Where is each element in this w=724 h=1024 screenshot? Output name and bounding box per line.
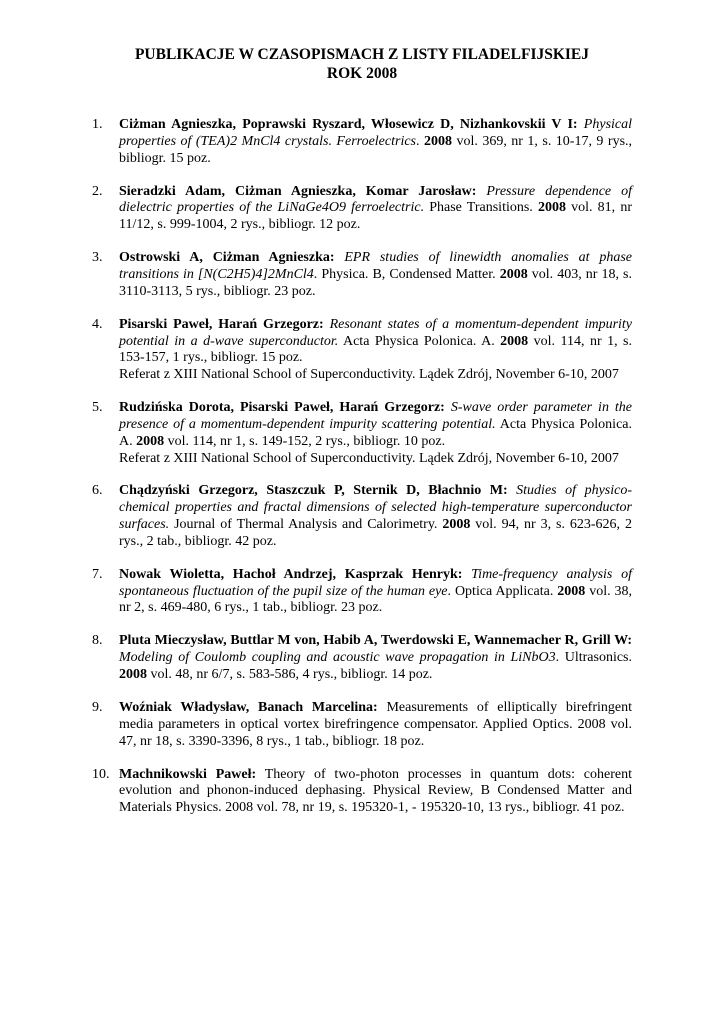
item-title: Studies of physico-chemical properties and fractal dimensions of selected high-temperature superconductor surfaces.	[119, 483, 633, 533]
item-details: vol. 369, nr 1, s. 10-17, 9 rys., bibliogr. 15 poz.	[119, 133, 633, 166]
item-body	[119, 767, 632, 817]
publication-item	[92, 767, 632, 817]
publication-item	[92, 633, 632, 683]
item-body	[119, 250, 632, 300]
item-details: vol. 403, nr 18, s. 3110-3113, 5 rys., bibliogr. 23 poz.	[119, 266, 632, 299]
item-body	[119, 700, 632, 750]
item-note: Referat z XIII National School of Superconductivity. Lądek Zdrój, November 6-10, 2007	[119, 450, 619, 466]
item-year: 2008	[499, 266, 528, 282]
item-journal: . Ultrasonics.	[555, 650, 632, 666]
item-authors: Machnikowski Paweł:	[119, 766, 257, 782]
item-year: 2008	[119, 667, 147, 683]
publication-item	[92, 483, 632, 550]
publication-item	[92, 317, 632, 384]
item-journal: Acta Physica Polonica. A.	[119, 416, 632, 449]
item-year: 2008	[423, 133, 452, 149]
publication-item	[92, 184, 632, 234]
page-title	[0, 45, 724, 83]
item-journal: . Physica. B, Condensed Matter.	[313, 266, 500, 282]
item-title: S-wave order parameter in the presence of a momentum-dependent impurity scattering potential.	[119, 400, 633, 432]
item-title: Resonant states of a momentum-dependent impurity potential in a d-wave superconductor.	[119, 316, 633, 349]
item-body	[119, 400, 632, 467]
item-note: Referat z XIII National School of Superconductivity. Lądek Zdrój, November 6-10, 2007	[119, 367, 619, 383]
item-authors: Rudzińska Dorota, Pisarski Paweł, Harań Grzegorz:	[119, 400, 445, 416]
item-number: 10.	[92, 766, 110, 782]
item-details: vol. 81, nr 11/12, s. 999-1004, 2 rys., bibliogr. 12 poz.	[119, 200, 632, 233]
title-line-1: PUBLIKACJE W CZASOPISMACH Z LISTY FILADELFIJSKIEJ	[134, 46, 590, 63]
item-details: vol. 94, nr 3, s. 623-626, 2 rys., 2 tab., bibliogr. 42 poz.	[119, 517, 632, 549]
item-body	[119, 483, 632, 550]
item-authors: Pisarski Paweł, Harań Grzegorz:	[119, 316, 324, 332]
item-number: 2.	[92, 183, 103, 199]
item-journal: .	[416, 133, 420, 149]
item-year: 2008	[136, 433, 165, 449]
item-title: EPR studies of linewidth anomalies at phase transitions in [N(C2H5)4]2MnCl4	[119, 250, 633, 282]
item-authors: Pluta Mieczysław, Buttlar M von, Habib A, Twerdowski E, Wannemacher R, Grill W:	[119, 633, 632, 649]
item-journal: Journal of Thermal Analysis and Calorimetry.	[169, 517, 443, 533]
item-authors: Chądzyński Grzegorz, Staszczuk P, Sternik D, Błachnio M:	[119, 483, 508, 499]
item-journal: Acta Physica Polonica. A.	[338, 333, 501, 349]
item-body	[119, 633, 632, 683]
item-year: 2008	[500, 333, 529, 349]
item-title: Physical properties of (TEA)2 MnCl4 crystals. Ferroelectrics	[119, 117, 633, 149]
item-number: 8.	[92, 633, 103, 649]
publication-item	[92, 250, 632, 300]
publication-list	[92, 117, 632, 833]
item-journal: Phase Transitions.	[424, 200, 538, 216]
item-authors: Sieradzki Adam, Ciżman Agnieszka, Komar Jarosław:	[119, 183, 477, 199]
item-number: 3.	[92, 250, 103, 266]
item-details: vol. 48, nr 6/7, s. 583-586, 4 rys., bibliogr. 14 poz.	[147, 667, 433, 683]
item-authors: Nowak Wioletta, Hachoł Andrzej, Kasprzak Henryk:	[119, 566, 463, 582]
item-title: Time-frequency analysis of spontaneous fluctuation of the pupil size of the human eye	[119, 566, 633, 599]
item-authors: Woźniak Władysław, Banach Marcelina:	[119, 700, 378, 716]
item-number: 9.	[92, 700, 103, 716]
item-year: 2008	[537, 200, 566, 216]
item-title: Pressure dependence of dielectric properties of the LiNaGe4O9 ferroelectric.	[119, 183, 633, 216]
publication-item	[92, 117, 632, 167]
item-details: vol. 114, nr 1, s. 149-152, 2 rys., bibliogr. 10 poz.	[164, 433, 446, 449]
item-number: 7.	[92, 566, 103, 582]
item-number: 1.	[92, 117, 103, 132]
publication-item	[92, 400, 632, 467]
item-body	[119, 317, 632, 384]
item-body	[119, 567, 632, 617]
item-year: 2008	[442, 517, 471, 533]
item-number: 5.	[92, 400, 103, 416]
item-details: Theory of two-photon processes in quantum dots: coherent evolution and phonon-induced dephasing. Physical Review, B Condensed Matter and Materials Physics. 2008 vol. 78, nr 19, s. 195320-1, - 195320-10, 13 rys., bibliogr. 41 poz.	[119, 766, 632, 816]
item-details: Measurements of elliptically birefringent media parameters in optical vortex birefringence compensator. Applied Optics. 2008 vol. 47, nr 18, s. 3390-3396, 8 rys., 1 tab., bibliogr. 18 poz.	[119, 700, 632, 749]
publication-item	[92, 567, 632, 617]
item-year: 2008	[557, 583, 586, 599]
item-authors: Ciżman Agnieszka, Poprawski Ryszard, Włosewicz D, Nizhankovskii V I:	[119, 117, 578, 132]
item-title: Modeling of Coulomb coupling and acoustic wave propagation in LiNbO3	[119, 650, 556, 666]
item-number: 4.	[92, 316, 103, 332]
item-number: 6.	[92, 483, 103, 499]
item-details: vol. 38, nr 2, s. 469-480, 6 rys., 1 tab., bibliogr. 23 poz.	[119, 583, 633, 616]
item-body	[119, 184, 632, 234]
publication-item	[92, 700, 632, 750]
item-journal: . Optica Applicata.	[447, 583, 558, 599]
title-line-2: ROK 2008	[326, 65, 398, 82]
item-authors: Ostrowski A, Ciżman Agnieszka:	[119, 250, 335, 266]
item-body	[119, 117, 632, 167]
item-details: vol. 114, nr 1, s. 153-157, 1 rys., bibliogr. 15 poz.	[119, 333, 632, 366]
